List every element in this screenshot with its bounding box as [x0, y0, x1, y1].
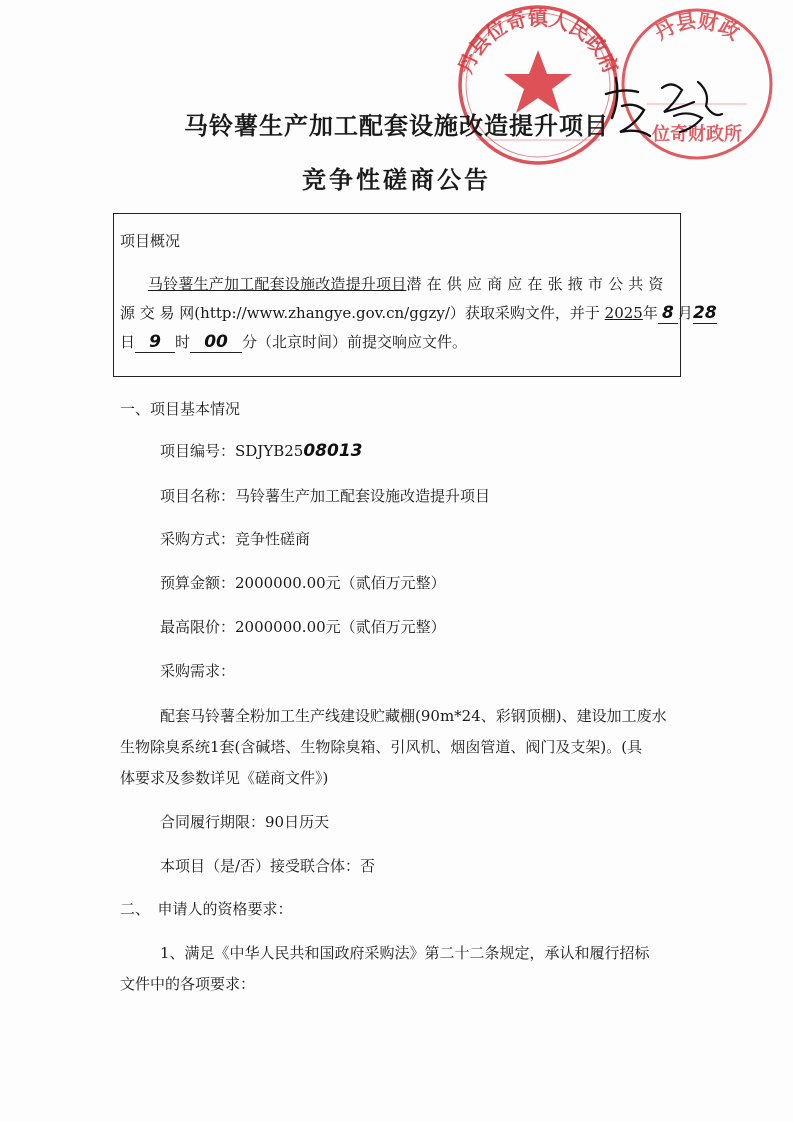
svg-text:丹县位奇镇人民政府: 丹县位奇镇人民政府	[452, 6, 624, 78]
section2-heading: 二、 申请人的资格要求：	[120, 900, 293, 918]
procurement-method: 采购方式：竞争性磋商	[160, 530, 311, 548]
overview-line3-rest: 分（北京时间）前提交响应文件。	[242, 333, 468, 351]
deadline-minute: 00	[190, 332, 242, 353]
overview-line1-rest: 潜 在 供 应 商 应 在 张 掖 市 公 共 资	[406, 275, 664, 293]
contract-period: 合同履行期限：90日历天	[160, 813, 330, 831]
project-number-label: 项目编号：SDJYB25	[160, 442, 304, 460]
demand-line-2: 生物除臭系统1套(含碱塔、生物除臭箱、引风机、烟囱管道、阀门及支架)。(具	[120, 738, 643, 756]
svg-text:丹县财政: 丹县财政	[650, 8, 744, 45]
deadline-hour: 9	[135, 332, 175, 353]
overview-line2-text: 源 交 易 网(http://www.zhangye.gov.cn/ggzy/）获取采购文件，并于	[120, 304, 600, 322]
overview-line-2	[120, 302, 717, 324]
month-suffix: 月	[677, 304, 693, 322]
requirement-1-line-2: 文件中的各项要求：	[120, 975, 256, 993]
deadline-day: 28	[693, 303, 717, 323]
deadline-month: 8	[658, 303, 678, 324]
overview-line-3	[120, 331, 676, 353]
page-subtitle: 竞争性磋商公告	[302, 165, 491, 194]
hour-suffix: 时	[175, 333, 191, 351]
project-overview-box	[113, 213, 717, 377]
budget-amount: 预算金额：2000000.00元（贰佰万元整）	[160, 574, 446, 592]
svg-text:位奇财政所: 位奇财政所	[652, 124, 742, 145]
project-name: 项目名称：马铃薯生产加工配套设施改造提升项目	[160, 487, 491, 505]
requirement-1-line-1: 1、满足《中华人民共和国政府采购法》第二十二条规定，承认和履行招标	[160, 944, 650, 962]
project-number-handwritten: 08013	[303, 441, 363, 461]
overview-label: 项目概况	[120, 232, 181, 250]
page-title: 马铃薯生产加工配套设施改造提升项目	[184, 111, 609, 140]
overview-line-1	[120, 273, 676, 294]
overview-project-name: 马铃薯生产加工配套设施改造提升项目	[148, 275, 407, 293]
consortium-acceptance: 本项目（是/否）接受联合体：否	[160, 857, 376, 875]
project-number	[160, 440, 363, 461]
maximum-price: 最高限价：2000000.00元（贰佰万元整）	[160, 618, 446, 636]
deadline-year: 2025	[604, 304, 643, 322]
demand-line-1: 配套马铃薯全粉加工生产线建设贮藏棚(90m*24、彩钢顶棚)、建设加工废水	[160, 707, 667, 725]
year-suffix: 年	[642, 304, 658, 322]
day-suffix: 日	[120, 333, 136, 351]
section1-heading: 一、项目基本情况	[120, 400, 241, 418]
demand-line-3: 体要求及参数详见《磋商文件》)	[120, 769, 329, 787]
demand-label: 采购需求：	[160, 662, 236, 680]
